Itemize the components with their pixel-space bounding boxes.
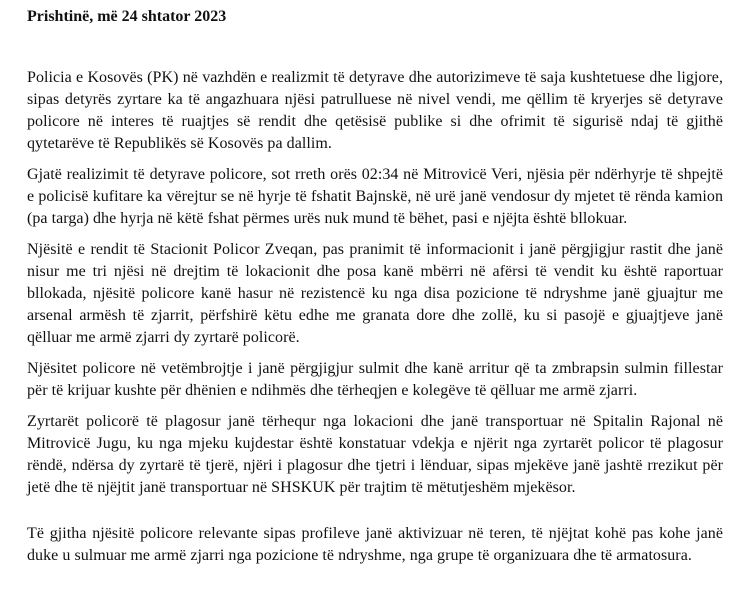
paragraph-incident: Gjatë realizimit të detyrave policore, sot rreth orës 02:34 në Mitrovicë Veri, njësia për ndërhyrje të shpejtë e policisë kufitare ka vërejtur se në hyrje të fshatit Bajnskë, në urë janë vendosur dy mjetet të rënda kamion (pa targa) dhe hyrja në këtë fshat përmes urës nuk mund të bëhet, pasi e njëjta është bllokuar. [27,166,723,227]
document-page [27,6,723,576]
paragraph-self-defense: Njësitet policore në vetëmbrojtje i janë përgjigjur sulmit dhe kanë arritur që ta zmbrapsin sulmin fillestar për të krijuar kushte për dhënien e ndihmës dhe tërheqjen e kolegëve të qëlluar me armë zjarri. [27,360,723,399]
paragraph-intro: Policia e Kosovës (PK) në vazhdën e realizmit të detyrave dhe autorizimeve të saja kushtetuese dhe ligjore, sipas detyrës zyrtare ka të angazhuara njësi patrulluese në nivel vendi, me qëllim të kryerjes së detyrave policore në interes të ruajtjes së rendit dhe qetësisë publike si dhe ofrimit të sigurisë ndaj të gjithë qytetarëve të Republikës së Kosovës pa dallim. [27,69,723,152]
paragraph-response: Njësitë e rendit të Stacionit Policor Zveqan, pas pranimit të informacionit i janë përgjigjur rastit dhe janë nisur me tri njësi në drejtim të lokacionit dhe posa kanë mbërri në afërsi të vendit ku është raportuar bllokada, njësitë policore kanë hasur në rezistencë ku nga disa pozicione të ndryshme janë gjuajtur me arsenal armësh të zjarrit, përfshirë këtu edhe me granata dore dhe zollë, ku si pasojë e gjuajtjeve janë qëlluar me armë zjarri dy zyrtarë policorë. [27,241,723,346]
paragraph-casualties: Zyrtarët policorë të plagosur janë tërhequr nga lokacioni dhe janë transportuar në Spitalin Rajonal në Mitrovicë Jugu, ku nga mjeku kujdestar është konstatuar vdekja e njërit nga zyrtarët policor të plagosur rëndë, ndërsa dy zyrtarë të tjerë, njëri i plagosur dhe tjetri i lënduar, sipas mjekëve janë jashtë rrezikut për jetë dhe të njëjtit janë transportuar në SHSKUK për trajtim të mëtutjeshëm mjekësor. [27,413,723,496]
dateline: Prishtinë, më 24 shtator 2023 [27,8,227,25]
paragraph-deployment: Të gjitha njësitë policore relevante sipas profileve janë aktivizuar në teren, të njëjtat kohë pas kohe janë duke u sulmuar me armë zjarri nga pozicione të ndryshme, nga grupe të organizuara dhe të armatosura. [27,525,723,564]
